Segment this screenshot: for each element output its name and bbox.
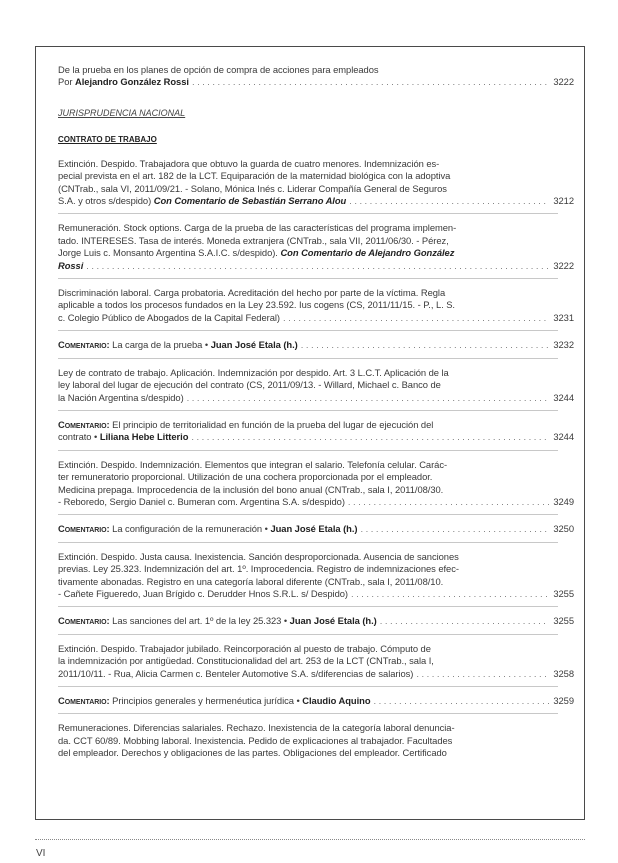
ruling-entry[interactable]: Ley de contrato de trabajo. Aplicación. Indemnización por despido. Art. 3 L.C.T. Aplicación de la ley laboral del lugar de ejecución del contrato (CS, 2011/09/13. - Willard, Michael c. Banco de la Nación Argentina s/despido) . . . 3244 — [58, 367, 574, 404]
intro-by: Por — [58, 76, 73, 88]
comment-label: Comentario: — [58, 523, 110, 535]
page-ref: 3244 — [553, 391, 574, 403]
page-ref: 3244 — [553, 431, 574, 443]
divider — [58, 686, 558, 687]
intro-title: De la prueba en los planes de opción de compra de acciones para empleados — [58, 64, 379, 75]
leader-dots — [348, 496, 549, 508]
page-ref: 3255 — [553, 615, 574, 627]
page-number: VI — [36, 848, 46, 859]
divider — [58, 410, 558, 411]
ruling-entry[interactable]: Extinción. Despido. Trabajador jubilado. Reincorporación al puesto de trabajo. Cómputo de la indemnización por antigüedad. Constitucionalidad del art. 253 de la LCT (CNTrab., sala I, 2011/10/11. - Rua, Alicia Carmen c. Benteler Automotive S.A. s/diferencias de salarios) . . . 3258 — [58, 643, 574, 680]
comment-author: Liliana Hebe Litterio — [99, 431, 189, 443]
divider — [58, 606, 558, 607]
comment-author: Juan José Etala (h.) — [270, 523, 358, 535]
page-ref: 3250 — [553, 523, 574, 535]
leader-dots — [416, 668, 549, 680]
divider — [58, 634, 558, 635]
divider — [58, 542, 558, 543]
ruling-entry[interactable]: Discriminación laboral. Carga probatoria. Acreditación del hecho por parte de la víctima. Regla aplicable a todos los procesos fundados en la Ley 23.592. Ius cogens (CS, 2011/11/15. - P., L. S. c. Colegio Público de Abogados de la Capital Federal) . . . 3231 — [58, 287, 574, 324]
divider — [58, 330, 558, 331]
comment-entry[interactable]: Comentario: Principios generales y hermenéutica jurídica • Claudio Aquino . . . 3259 — [58, 695, 574, 707]
divider — [58, 213, 558, 214]
section-title: JURISPRUDENCIA NACIONAL — [58, 107, 186, 118]
divider — [58, 713, 558, 714]
comment-author: Con Comentario de Alejandro González — [280, 247, 455, 259]
comment-author: Juan José Etala (h.) — [289, 615, 377, 627]
divider — [58, 450, 558, 451]
comment-author: Juan José Etala (h.) — [210, 339, 298, 351]
leader-dots — [349, 195, 549, 207]
page-ref: 3249 — [553, 495, 574, 507]
leader-dots — [374, 695, 550, 707]
page-ref: 3232 — [553, 339, 574, 351]
leader-dots — [192, 76, 549, 88]
leader-dots — [86, 260, 549, 272]
comment-entry[interactable]: Comentario: La configuración de la remuneración • Juan José Etala (h.) . . . 3250 — [58, 523, 574, 535]
leader-dots — [360, 523, 549, 535]
ruling-entry[interactable]: Extinción. Despido. Justa causa. Inexistencia. Sanción desproporcionada. Ausencia de sanciones previas. Ley 25.323. Indemnización del art. 1º. Improcedencia. Registro de indemnizaciones efec- tivamente abonadas. Registro en una categoría laboral diferente (CNTrab., sala I, 2011/08/10. - Cañete Figueredo, Juan Brígido c. Derudder Hnos S.R.L. s/ Despido) . . . 3255 — [58, 551, 574, 601]
intro-author: Alejandro González Rossi — [75, 76, 189, 88]
page-ref: 3259 — [553, 695, 574, 706]
footer-rule — [35, 839, 585, 840]
leader-dots — [351, 588, 549, 600]
divider — [58, 278, 558, 279]
page-ref: 3212 — [553, 195, 574, 207]
leader-dots — [187, 392, 549, 404]
comment-label: Comentario: — [58, 695, 110, 706]
comment-entry[interactable]: Comentario: Las sanciones del art. 1º de la ley 25.323 • Juan José Etala (h.) . . . 3255 — [58, 615, 574, 627]
leader-dots — [301, 339, 549, 351]
ruling-entry[interactable]: Extinción. Despido. Trabajadora que obtuvo la guarda de cuatro menores. Indemnización es- pecial prevista en el art. 182 de la LCT. Equiparación de la maternidad biológica con la adoptiva (CNTrab., sala VI, 2011/09/21. - Solano, Mónica Inés c. Liderar Compañía General de Seguros S.A. y otros s/despido) Con Comentario de Sebastián Serrano Alou . . . 3212 — [58, 158, 574, 208]
comment-entry[interactable]: Comentario: La carga de la prueba • Juan José Etala (h.) . . . 3232 — [58, 339, 574, 351]
page-ref: 3222 — [553, 259, 574, 271]
divider — [58, 514, 558, 515]
leader-dots — [380, 615, 549, 627]
comment-author: Claudio Aquino — [302, 695, 371, 706]
page-ref: 3222 — [553, 76, 574, 88]
comment-entry[interactable]: Comentario: El principio de territorialidad en función de la prueba del lugar de ejecución del contrato • Liliana Hebe Litterio . . . 3244 — [58, 419, 574, 444]
subsection-title: CONTRATO DE TRABAJO — [58, 134, 157, 144]
comment-label: Comentario: — [58, 615, 110, 627]
ruling-entry[interactable]: Remuneraciones. Diferencias salariales. Rechazo. Inexistencia de la categoría laboral denuncia- da. CCT 60/89. Mobbing laboral. Inexistencia. Pedido de explicaciones al trabajador. Facultades del empleador. Derechos y obligaciones de las partes. Obligaciones del empleador. Certificado — [58, 722, 455, 759]
comment-label: Comentario: — [58, 339, 110, 351]
page-ref: 3231 — [553, 311, 574, 323]
leader-dots — [283, 312, 549, 324]
divider — [58, 358, 558, 359]
leader-dots — [191, 431, 549, 443]
page-ref: 3255 — [553, 587, 574, 599]
comment-author: Con Comentario de Sebastián Serrano Alou — [153, 195, 347, 207]
ruling-entry[interactable]: Remuneración. Stock options. Carga de la prueba de las características del programa implemen- tado. INTERESES. Tasa de interés. Moneda extranjera (CNTrab., sala VII, 2011/06/30. - Pérez, Jorge Luis c. Monsanto Argentina S.A.I.C. s/despido). Con Comentario de Alejandro González Rossi . . . 3222 — [58, 222, 574, 272]
page-ref: 3258 — [553, 667, 574, 679]
comment-label: Comentario: — [58, 418, 110, 430]
index-content — [58, 64, 574, 760]
ruling-entry[interactable]: Extinción. Despido. Indemnización. Elementos que integran el salario. Telefonía celular. Carác- ter remuneratorio proporcional. Utilización de una cochera proporcionada por el empleador. Medicina prepaga. Improcedencia de la inclusión del bono anual (CNTrab., sala I, 2011/08/30. - Reboredo, Sergio Daniel c. Bumeran com. Argentina S.A. s/despido) . . . 3249 — [58, 459, 574, 509]
intro-entry[interactable] — [58, 64, 574, 89]
